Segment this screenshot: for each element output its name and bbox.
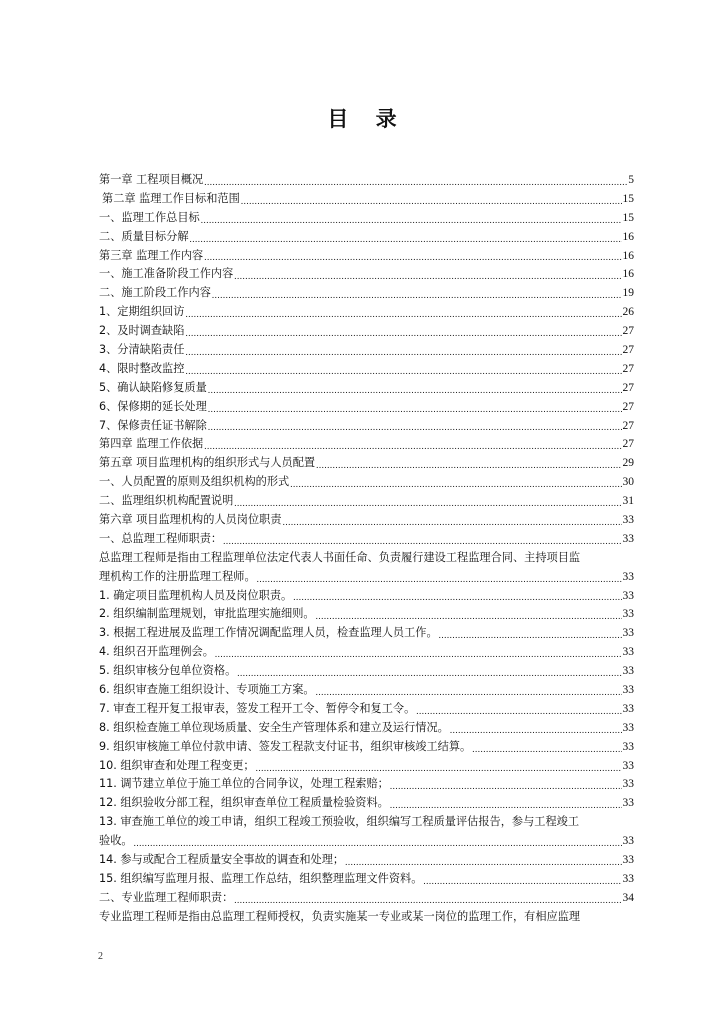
toc-leader-dots bbox=[293, 589, 621, 605]
toc-entry[interactable] bbox=[99, 209, 634, 228]
toc-page-number: 33 bbox=[622, 570, 634, 583]
toc-entry[interactable] bbox=[99, 662, 634, 681]
toc-entry[interactable] bbox=[99, 360, 634, 379]
toc-page-number: 33 bbox=[622, 854, 634, 867]
toc-entry[interactable] bbox=[99, 776, 634, 795]
toc-entry-ch3[interactable] bbox=[99, 247, 634, 266]
toc-page-number: 33 bbox=[622, 835, 634, 848]
toc-leader-dots bbox=[416, 703, 621, 719]
toc-entry-label: 7、保修责任证书解除 bbox=[99, 418, 207, 432]
toc-entry-label: 6、保修期的延长处理 bbox=[99, 399, 207, 413]
toc-leader-dots bbox=[390, 797, 622, 813]
toc-leader-dots bbox=[185, 325, 621, 341]
toc-entry[interactable] bbox=[99, 398, 634, 417]
toc-page-number: 33 bbox=[622, 684, 634, 697]
toc-entry[interactable] bbox=[99, 417, 634, 436]
page-title: 目 录 bbox=[327, 107, 407, 131]
toc-entry-label: 4、限时整改监控 bbox=[99, 361, 185, 375]
toc-leader-dots bbox=[223, 533, 621, 549]
toc-page-number: 30 bbox=[622, 476, 634, 489]
toc-entry-label: 1、定期组织回访 bbox=[99, 305, 185, 319]
toc-entry-label: 1. 确定项目监理机构人员及岗位职责。 bbox=[99, 588, 293, 602]
toc-leader-dots bbox=[185, 306, 621, 322]
toc-entry-label: 3、分清缺陷责任 bbox=[99, 343, 185, 356]
toc-entry-label: 第五章 项目监理机构的组织形式与人员配置 bbox=[99, 456, 316, 470]
toc-leader-dots bbox=[472, 741, 621, 757]
toc-entry-label: 5. 组织审核分包单位资格。 bbox=[99, 664, 237, 678]
toc-entry-ch5[interactable] bbox=[99, 454, 634, 473]
toc-page-number: 5 bbox=[628, 173, 634, 186]
toc-leader-dots bbox=[201, 212, 622, 228]
toc-entry-label: 5、确认缺陷修复质量 bbox=[99, 380, 207, 394]
toc-page-number: 33 bbox=[622, 589, 634, 602]
toc-leader-dots bbox=[257, 571, 622, 587]
toc-entry[interactable] bbox=[99, 473, 634, 492]
toc-page-number: 33 bbox=[622, 759, 634, 772]
toc-entry[interactable] bbox=[99, 700, 634, 719]
toc-page-number: 15 bbox=[622, 211, 634, 224]
toc-entry-label: 第一章 工程项目概况 bbox=[99, 172, 204, 186]
toc-entry[interactable] bbox=[99, 738, 634, 757]
toc-entry[interactable] bbox=[99, 228, 634, 247]
toc-page-number: 33 bbox=[622, 532, 634, 545]
toc-page-number: 27 bbox=[622, 381, 634, 394]
toc-page-number: 27 bbox=[622, 438, 634, 451]
toc-leader-dots bbox=[134, 835, 622, 851]
toc-page-number: 33 bbox=[622, 627, 634, 640]
toc-leader-dots bbox=[208, 401, 622, 417]
toc-leader-dots bbox=[208, 419, 622, 435]
toc-entry-wrapped-line: 总监理工程师是指由工程监理单位法定代表人书面任命、负责履行建设工程监理合同、主持项目监 bbox=[99, 550, 581, 564]
toc-entry[interactable] bbox=[99, 265, 634, 284]
toc-entry[interactable] bbox=[99, 681, 634, 700]
toc-page-number: 29 bbox=[622, 457, 634, 470]
toc-leader-dots bbox=[237, 665, 621, 681]
toc-leader-dots bbox=[256, 760, 622, 776]
toc-page-number: 16 bbox=[622, 268, 634, 281]
toc-leader-dots bbox=[390, 778, 622, 794]
toc-entry[interactable] bbox=[99, 794, 634, 813]
toc-leader-dots bbox=[234, 495, 621, 511]
toc-entry-label: 一、总监理工程师职责： bbox=[99, 531, 223, 545]
toc-leader-dots bbox=[185, 363, 621, 379]
toc-entry-label: 一、人员配置的原则及组织机构的形式 bbox=[99, 475, 290, 489]
toc-entry-label: 14. 参与或配合工程质量安全事故的调查和处理； bbox=[99, 853, 345, 867]
toc-entry-label: 11. 调节建立单位于施工单位的合同争议，处理工程索赔； bbox=[99, 777, 389, 791]
toc-leader-dots bbox=[316, 608, 622, 624]
toc-leader-dots bbox=[204, 249, 621, 265]
toc-leader-dots bbox=[234, 268, 621, 284]
toc-entry-label: 验收。 bbox=[99, 834, 133, 848]
toc-entry-label: 二、质量目标分解 bbox=[99, 229, 189, 243]
toc-page-number: 26 bbox=[622, 306, 634, 319]
toc-entry-label: 第二章 监理工作目标和范围 bbox=[102, 191, 240, 205]
toc-page-number: 15 bbox=[622, 192, 634, 205]
toc-page-number: 27 bbox=[622, 344, 634, 356]
toc-entry-label: 一、监理工作总目标 bbox=[99, 210, 200, 224]
toc-page-number: 33 bbox=[622, 740, 634, 753]
toc-entry[interactable] bbox=[99, 303, 634, 322]
toc-page-number: 16 bbox=[622, 249, 634, 262]
toc-entry-label: 理机构工作的注册监理工程师。 bbox=[99, 569, 256, 583]
toc-leader-dots bbox=[204, 438, 621, 454]
table-of-contents bbox=[99, 171, 634, 927]
toc-entry-label: 6. 组织审查施工组织设计、专项施工方案。 bbox=[99, 683, 315, 697]
toc-entry[interactable] bbox=[99, 870, 634, 889]
toc-leader-dots bbox=[450, 722, 622, 738]
toc-leader-dots bbox=[283, 514, 622, 530]
toc-entry[interactable] bbox=[99, 587, 634, 606]
toc-page-number: 34 bbox=[622, 891, 634, 904]
toc-entry[interactable] bbox=[99, 851, 634, 870]
toc-entry-label: 二、施工阶段工作内容 bbox=[99, 286, 211, 300]
toc-entry[interactable] bbox=[99, 284, 634, 303]
toc-entry-ch6[interactable] bbox=[99, 511, 634, 530]
toc-entry-ch4[interactable] bbox=[99, 435, 634, 454]
toc-leader-dots bbox=[423, 873, 621, 889]
toc-entry[interactable] bbox=[99, 605, 634, 624]
toc-leader-dots bbox=[234, 892, 621, 908]
toc-entry-label: 第四章 监理工作依据 bbox=[99, 437, 204, 451]
toc-leader-dots bbox=[185, 344, 621, 360]
toc-page-number: 33 bbox=[622, 778, 634, 791]
toc-page-number: 27 bbox=[622, 362, 634, 375]
toc-page-number: 33 bbox=[622, 721, 634, 734]
toc-leader-dots bbox=[290, 476, 621, 492]
toc-entry[interactable] bbox=[99, 719, 634, 738]
toc-entry-label: 12. 组织验收分部工程，组织审查单位工程质量检验资料。 bbox=[99, 796, 389, 810]
toc-page-number: 33 bbox=[622, 514, 634, 527]
toc-entry[interactable] bbox=[99, 341, 634, 360]
toc-entry-ch1[interactable] bbox=[99, 171, 634, 190]
toc-leader-dots bbox=[204, 174, 627, 190]
toc-entry[interactable] bbox=[99, 624, 634, 643]
toc-page-number: 33 bbox=[622, 665, 634, 678]
toc-leader-dots bbox=[212, 287, 622, 303]
toc-entry-label: 第六章 项目监理机构的人员岗位职责 bbox=[99, 513, 282, 527]
toc-page-number: 27 bbox=[622, 400, 634, 413]
toc-entry-label: 8. 组织检查施工单位现场质量、安全生产管理体系和建立及运行情况。 bbox=[99, 720, 449, 734]
toc-page-number: 33 bbox=[622, 608, 634, 621]
toc-leader-dots bbox=[208, 382, 622, 398]
toc-entry[interactable] bbox=[99, 643, 634, 662]
toc-leader-dots bbox=[316, 684, 622, 700]
toc-entry-label: 第三章 监理工作内容 bbox=[99, 248, 204, 262]
toc-entry-label: 3. 根据工程进展及监理工作情况调配监理人员，检查监理人员工作。 bbox=[99, 626, 438, 640]
toc-entry[interactable] bbox=[99, 757, 634, 776]
toc-entry[interactable] bbox=[99, 322, 634, 341]
toc-entry-label: 9. 组织审核施工单位付款申请、签发工程款支付证书，组织审核竣工结算。 bbox=[99, 739, 472, 753]
toc-entry[interactable] bbox=[99, 832, 634, 851]
toc-entry-label: 一、施工准备阶段工作内容 bbox=[99, 267, 234, 281]
toc-leader-dots bbox=[439, 627, 622, 643]
toc-page-number: 33 bbox=[622, 646, 634, 659]
toc-entry[interactable] bbox=[99, 530, 634, 549]
toc-trailing-text: 专业监理工程师是指由总监理工程师授权，负责实施某一专业或某一岗位的监理工作，有相应监理 bbox=[99, 909, 581, 923]
toc-leader-dots bbox=[215, 646, 622, 662]
toc-page-number: 31 bbox=[622, 495, 634, 508]
toc-entry-label: 10. 组织审查和处理工程变更； bbox=[99, 758, 255, 772]
toc-entry-label: 7. 审查工程开复工报审表，签发工程开工令、暂停令和复工令。 bbox=[99, 701, 416, 715]
toc-entry[interactable] bbox=[99, 379, 634, 398]
toc-entry-label: 二、专业监理工程师职责： bbox=[99, 890, 234, 904]
toc-entry-label: 2、及时调查缺陷 bbox=[99, 324, 185, 338]
toc-page-number: 27 bbox=[622, 419, 634, 432]
toc-entry-ch2[interactable] bbox=[99, 190, 634, 209]
toc-page-number: 27 bbox=[622, 325, 634, 338]
toc-entry-wrapped-line: 13. 审查施工单位的竣工申请，组织工程竣工预验收，组织编写工程质量评估报告，参与工程竣工 bbox=[99, 815, 580, 829]
toc-page-number: 33 bbox=[622, 872, 634, 885]
toc-entry[interactable] bbox=[99, 492, 634, 511]
toc-leader-dots bbox=[241, 193, 622, 209]
toc-entry-label: 4. 组织召开监理例会。 bbox=[99, 645, 214, 659]
toc-leader-dots bbox=[345, 854, 621, 870]
toc-page-number: 19 bbox=[622, 287, 634, 300]
toc-page-number: 33 bbox=[622, 797, 634, 810]
toc-leader-dots bbox=[190, 231, 622, 247]
page-number: 2 bbox=[98, 951, 103, 962]
toc-entry-label: 15. 组织编写监理月报、监理工作总结，组织整理监理文件资料。 bbox=[99, 871, 423, 885]
toc-entry[interactable] bbox=[99, 568, 634, 587]
toc-page-number: 33 bbox=[622, 702, 634, 715]
toc-entry-label: 二、监理组织机构配置说明 bbox=[99, 494, 234, 508]
toc-leader-dots bbox=[316, 457, 621, 473]
toc-entry-label: 2. 组织编制监理规划，审批监理实施细则。 bbox=[99, 607, 315, 621]
toc-entry[interactable] bbox=[99, 889, 634, 908]
toc-page-number: 16 bbox=[622, 230, 634, 243]
